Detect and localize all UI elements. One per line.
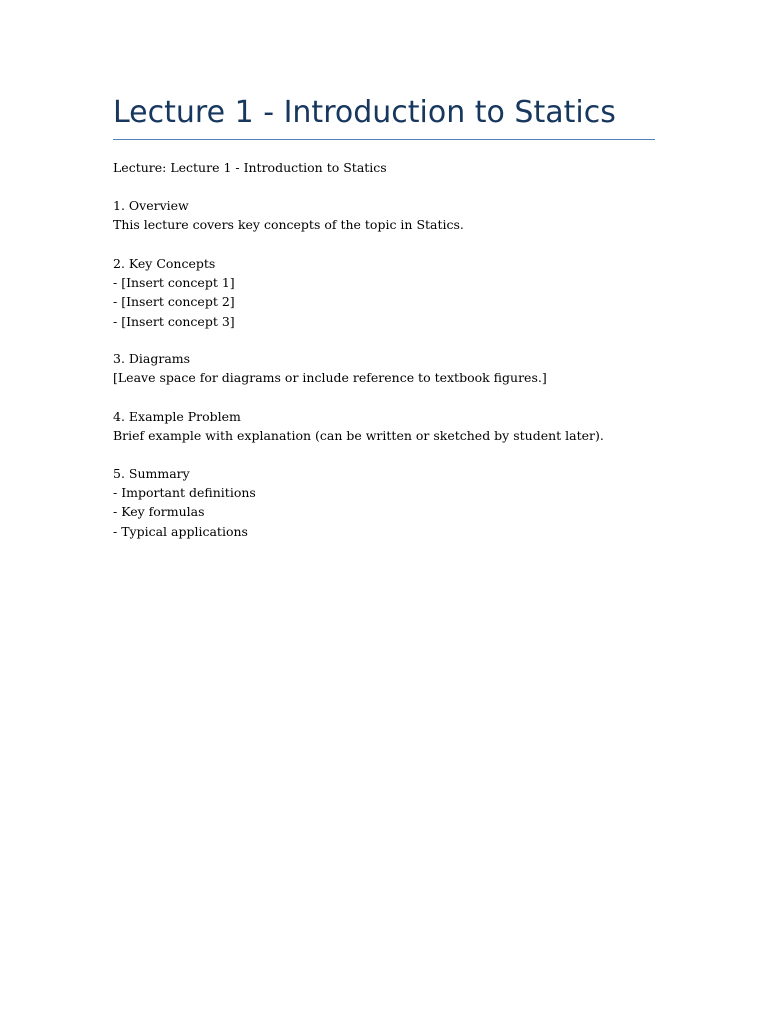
list-item: - [Insert concept 3]	[113, 313, 235, 329]
section-heading: 1. Overview	[113, 198, 189, 213]
list-item: - [Insert concept 1]	[113, 275, 235, 291]
list-item: - Important definitions	[113, 485, 256, 501]
section-text: Brief example with explanation (can be written or sketched by student later).	[113, 428, 604, 444]
lecture-line: Lecture: Lecture 1 - Introduction to Statics	[113, 160, 387, 175]
section-diagrams	[113, 349, 673, 387]
list-item: - Typical applications	[113, 523, 248, 539]
section-overview	[113, 196, 673, 234]
document-title: Lecture 1 - Introduction to Statics	[113, 95, 616, 130]
title-underline	[113, 139, 655, 140]
section-example-problem	[113, 407, 673, 445]
section-heading: 5. Summary	[113, 466, 190, 481]
section-heading: 4. Example Problem	[113, 409, 241, 424]
list-item: - Key formulas	[113, 504, 205, 520]
section-heading: 3. Diagrams	[113, 351, 191, 366]
section-summary	[113, 464, 673, 541]
section-key-concepts	[113, 254, 673, 331]
section-text: This lecture covers key concepts of the topic in Statics.	[113, 217, 464, 233]
section-text: [Leave space for diagrams or include reference to textbook figures.]	[113, 370, 547, 386]
section-heading: 2. Key Concepts	[113, 256, 216, 271]
list-item: - [Insert concept 2]	[113, 294, 235, 310]
